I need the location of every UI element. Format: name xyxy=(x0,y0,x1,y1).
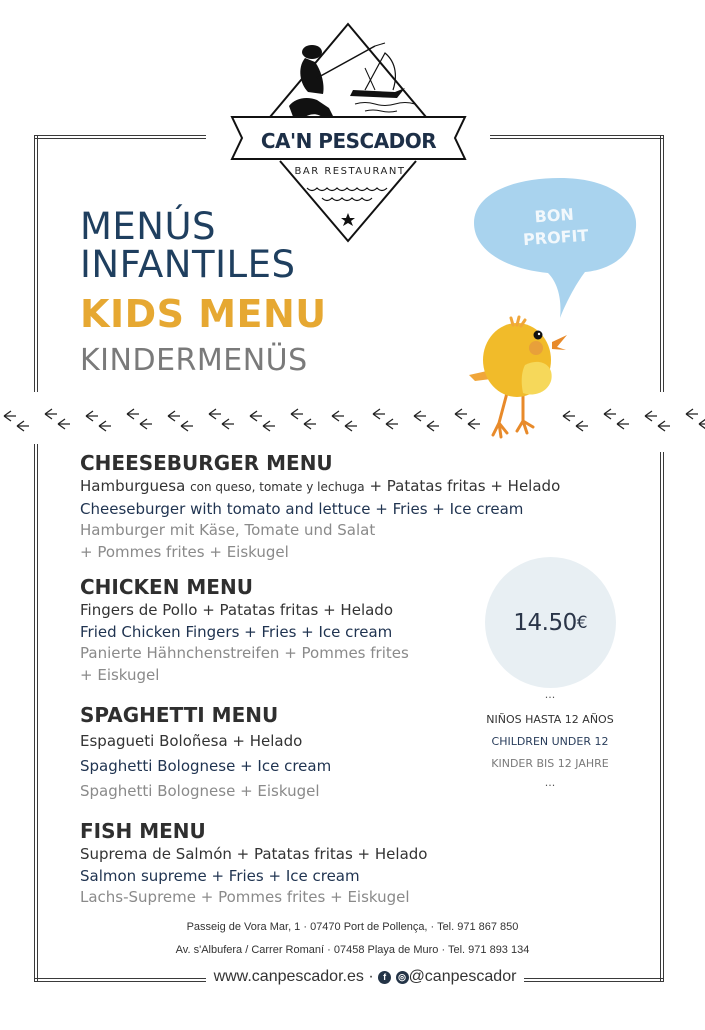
footprint-icon xyxy=(168,411,180,421)
footer-links xyxy=(206,968,524,986)
menu-item-german-line1: Panierte Hähnchenstreifen + Pommes frites xyxy=(80,644,409,662)
menu-section-fish xyxy=(80,818,560,909)
footprint-icon xyxy=(427,421,439,431)
footprint-icon xyxy=(263,421,275,431)
menu-item-spanish: Espagueti Boloñesa + Helado xyxy=(80,732,303,750)
footprint-icon xyxy=(563,411,575,421)
footprint-icon xyxy=(17,421,29,431)
website-link[interactable]: www.canpescador.es xyxy=(213,968,364,985)
footprint-icon xyxy=(455,409,467,419)
instagram-icon[interactable]: ◎ xyxy=(396,971,409,984)
menu-item-german: Lachs-Supreme + Pommes frites + Eiskugel xyxy=(80,888,410,906)
footprint-icon xyxy=(45,409,57,419)
footprint-icon xyxy=(686,409,698,419)
bubble-text-line2: PROFIT xyxy=(522,225,590,250)
bubble-text-line1: BON xyxy=(533,204,575,227)
footer-separator: · xyxy=(368,968,374,985)
title-english: KIDS MENU xyxy=(80,292,327,336)
menu-item-spanish xyxy=(80,476,560,499)
menu-item-spanish: Suprema de Salmón + Patatas fritas + Helado xyxy=(80,845,428,863)
frame-border-top-right xyxy=(490,135,664,139)
address-playa-de-muro: Av. s'Albufera / Carrer Romaní · 07458 Playa de Muro · Tel. 971 893 134 xyxy=(175,944,530,956)
address-port-de-pollenca: Passeig de Vora Mar, 1 · 07470 Port de Pollença, · Tel. 971 867 850 xyxy=(186,921,519,933)
menu-title: SPAGHETTI MENU xyxy=(80,703,279,727)
footprint-icon xyxy=(4,411,16,421)
footprint-icon xyxy=(99,421,111,431)
footprint-icon xyxy=(345,421,357,431)
footprint-icon xyxy=(86,411,98,421)
menu-item-spanish-main: Hamburguesa xyxy=(80,477,186,495)
menu-item-english: Spaghetti Bolognese + Ice cream xyxy=(80,757,332,775)
logo-subtitle: BAR RESTAURANT xyxy=(294,166,406,177)
footprint-icon xyxy=(181,421,193,431)
frame-border-top-left xyxy=(34,135,206,139)
footprint-icon xyxy=(658,421,670,431)
logo xyxy=(225,18,475,248)
title-spanish-line2: INFANTILES xyxy=(80,243,296,286)
footprint-icon xyxy=(386,419,398,429)
frame-border-bottom-right xyxy=(524,978,664,982)
frame-border-right xyxy=(660,135,664,982)
speech-bubble-icon xyxy=(470,175,645,325)
menu-item-english: Salmon supreme + Fries + Ice cream xyxy=(80,866,360,885)
footprint-icon xyxy=(222,419,234,429)
price-value: 14.50 xyxy=(513,609,577,636)
frame-border-bottom-left xyxy=(34,978,206,982)
footprint-icon xyxy=(332,411,344,421)
menu-item-german-line2: + Eiskugel xyxy=(80,665,160,684)
menu-item-spanish: Fingers de Pollo + Patatas fritas + Helado xyxy=(80,601,394,619)
footprint-icon xyxy=(291,409,303,419)
menu-section-cheeseburger xyxy=(80,450,560,563)
age-limit-english: CHILDREN UNDER 12 xyxy=(491,735,609,748)
menu-item-spanish-rest: + Patatas fritas + Helado xyxy=(369,477,561,495)
frame-border-left xyxy=(34,135,38,982)
facebook-icon[interactable]: f xyxy=(378,971,391,984)
title-spanish-line1: MENÚS xyxy=(80,205,217,248)
menu-item-english: Fried Chicken Fingers + Fries + Ice cream xyxy=(80,622,393,641)
title-german: KINDERMENÜS xyxy=(80,343,308,378)
footprint-icon xyxy=(617,419,629,429)
age-dots-bottom: ... xyxy=(544,776,556,789)
social-handle[interactable]: @canpescador xyxy=(408,968,517,985)
age-limit-spanish: NIÑOS HASTA 12 AÑOS xyxy=(486,713,614,726)
menu-item-spanish-detail: con queso, tomate y lechuga xyxy=(190,480,365,494)
footprint-icon xyxy=(414,411,426,421)
footprint-icon xyxy=(468,419,480,429)
age-limit-german: KINDER BIS 12 JAHRE xyxy=(491,757,609,770)
footprint-icon xyxy=(304,419,316,429)
footprint-icon xyxy=(127,409,139,419)
speech-bubble xyxy=(470,175,645,325)
footprint-icon xyxy=(576,421,588,431)
footprint-icon xyxy=(58,419,70,429)
footprint-icon xyxy=(645,411,657,421)
footprint-icon xyxy=(209,409,221,419)
menu-title: FISH MENU xyxy=(80,819,206,843)
menu-item-german: Spaghetti Bolognese + Eiskugel xyxy=(80,782,320,800)
menu-item-english: Cheeseburger with tomato and lettuce + Fries + Ice cream xyxy=(80,499,524,518)
footprint-icon xyxy=(250,411,262,421)
footprint-icons xyxy=(4,409,705,431)
footprint-icon xyxy=(373,409,385,419)
age-dots-top: ... xyxy=(544,688,556,701)
price-badge xyxy=(485,557,616,688)
footprints-strip xyxy=(0,404,705,440)
menu-item-german-line2: + Pommes frites + Eiskugel xyxy=(80,542,289,561)
menu-item-german-line1: Hamburger mit Käse, Tomate und Salat xyxy=(80,521,376,539)
menu-title: CHEESEBURGER MENU xyxy=(80,451,333,475)
footprint-icon xyxy=(604,409,616,419)
footprint-icon xyxy=(140,419,152,429)
footprint-icon xyxy=(699,419,705,429)
price-currency: € xyxy=(576,612,588,633)
logo-name: CA'N PESCADOR xyxy=(260,129,437,153)
menu-title: CHICKEN MENU xyxy=(80,575,253,599)
